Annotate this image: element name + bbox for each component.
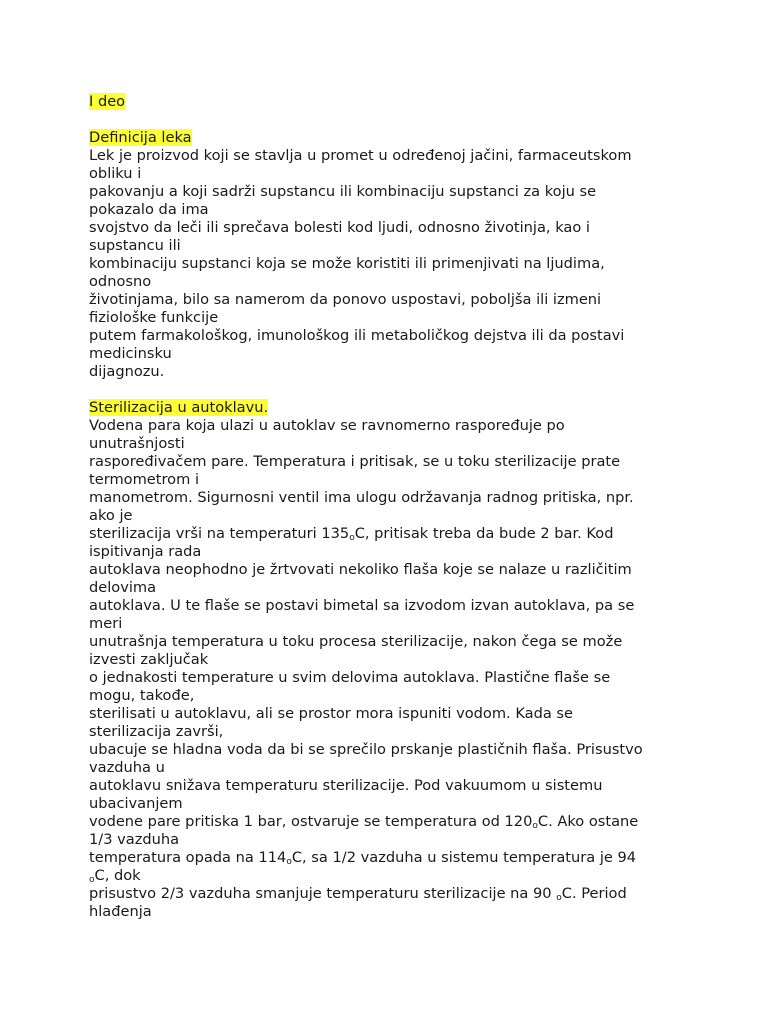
line-text: C, dok	[94, 867, 141, 884]
paragraph-line: pokazalo da ima	[89, 201, 209, 218]
paragraph-line: fiziološke funkcije	[89, 309, 219, 326]
blank-line	[89, 111, 669, 129]
line-text: C, pritisak treba da bude 2 bar. Kod	[354, 525, 614, 542]
paragraph-line: sterilizacija završi,	[89, 723, 224, 740]
section-heading-definicija: Definicija leka	[89, 129, 192, 146]
line-text: sterilizacija vrši na temperaturi 135	[89, 525, 350, 542]
line-text: C. Period	[561, 885, 627, 902]
paragraph-line: delovima	[89, 579, 157, 596]
paragraph-line: manometrom. Sigurnosni ventil ima ulogu održavanja radnog pritiska, npr.	[89, 489, 634, 506]
paragraph-line: odnosno	[89, 273, 152, 290]
paragraph-line: Lek je proizvod koji se stavlja u promet u određenoj jačini, farmaceutskom	[89, 147, 632, 164]
paragraph-line: raspoređivačem pare. Temperatura i pritisak, se u toku sterilizacije prate	[89, 453, 621, 470]
degree-sign: o	[286, 857, 292, 867]
paragraph-line: autoklava. U te flaše se postavi bimetal sa izvodom izvan autoklava, pa se	[89, 597, 635, 614]
paragraph-line: Vodena para koja ulazi u autoklav se ravnomerno raspoređuje po	[89, 417, 565, 434]
paragraph-line: ubacuje se hladna voda da bi se sprečilo prskanje plastičnih flaša. Prisustvo	[89, 741, 643, 758]
paragraph-line	[89, 849, 669, 867]
paragraph-line: unutrašnjosti	[89, 435, 185, 452]
line-text: temperatura opada na 114	[89, 849, 287, 866]
part-title-line	[89, 93, 669, 111]
degree-sign: o	[556, 893, 562, 903]
paragraph-line: meri	[89, 615, 123, 632]
paragraph-line: kombinaciju supstanci koja se može koristiti ili primenjivati na ljudima,	[89, 255, 605, 272]
paragraph-line: ako je	[89, 507, 133, 524]
section-heading-sterilizacija: Sterilizacija u autoklavu.	[89, 399, 269, 416]
paragraph-line: medicinsku	[89, 345, 172, 362]
paragraph-line: sterilisati u autoklavu, ali se prostor mora ispuniti vodom. Kada se	[89, 705, 574, 722]
paragraph-line: ubacivanjem	[89, 795, 183, 812]
paragraph-line: životinjama, bilo sa namerom da ponovo uspostavi, poboljša ili izmeni	[89, 291, 602, 308]
paragraph-line: pakovanju a koji sadrži supstancu ili kombinaciju supstanci za koju se	[89, 183, 597, 200]
paragraph-line: unutrašnja temperatura u toku procesa sterilizacije, nakon čega se može	[89, 633, 623, 650]
line-text: C, sa 1/2 vazduha u sistemu temperatura je 94	[291, 849, 637, 866]
paragraph-line: vazduha u	[89, 759, 165, 776]
paragraph-line: svojstvo da leči ili sprečava bolesti kod ljudi, odnosno životinja, kao i	[89, 219, 590, 236]
paragraph-line: supstancu ili	[89, 237, 181, 254]
paragraph-line: termometrom i	[89, 471, 200, 488]
paragraph-line: 1/3 vazduha	[89, 831, 180, 848]
paragraph-line	[89, 813, 669, 831]
section-heading-line	[89, 129, 669, 147]
line-text: C. Ako ostane	[537, 813, 639, 830]
paragraph-line: obliku i	[89, 165, 142, 182]
paragraph-line: autoklava neophodno je žrtvovati nekoliko flaša koje se nalaze u različitim	[89, 561, 632, 578]
paragraph-line: hlađenja	[89, 903, 152, 920]
degree-sign: o	[532, 821, 538, 831]
paragraph-line	[89, 525, 669, 543]
paragraph-line	[89, 885, 669, 903]
paragraph-line: o jednakosti temperature u svim delovima autoklava. Plastične flaše se	[89, 669, 611, 686]
paragraph-line: izvesti zaključak	[89, 651, 209, 668]
degree-sign: o	[89, 875, 95, 885]
paragraph-line: dijagnozu.	[89, 363, 165, 380]
paragraph-line: mogu, takođe,	[89, 687, 195, 704]
paragraph-line: autoklavu snižava temperaturu sterilizacije. Pod vakuumom u sistemu	[89, 777, 603, 794]
part-title: I deo	[89, 93, 126, 110]
blank-line	[89, 381, 669, 399]
line-text: vodene pare pritiska 1 bar, ostvaruje se temperatura od 120	[89, 813, 533, 830]
paragraph-line: ispitivanja rada	[89, 543, 202, 560]
paragraph-line: putem farmakološkog, imunološkog ili metaboličkog dejstva ili da postavi	[89, 327, 625, 344]
section-heading-line	[89, 399, 669, 417]
paragraph-line	[89, 867, 669, 885]
document-page	[89, 93, 669, 921]
degree-sign: o	[349, 533, 355, 543]
line-text: prisustvo 2/3 vazduha smanjuje temperaturu sterilizacije na 90	[89, 885, 557, 902]
